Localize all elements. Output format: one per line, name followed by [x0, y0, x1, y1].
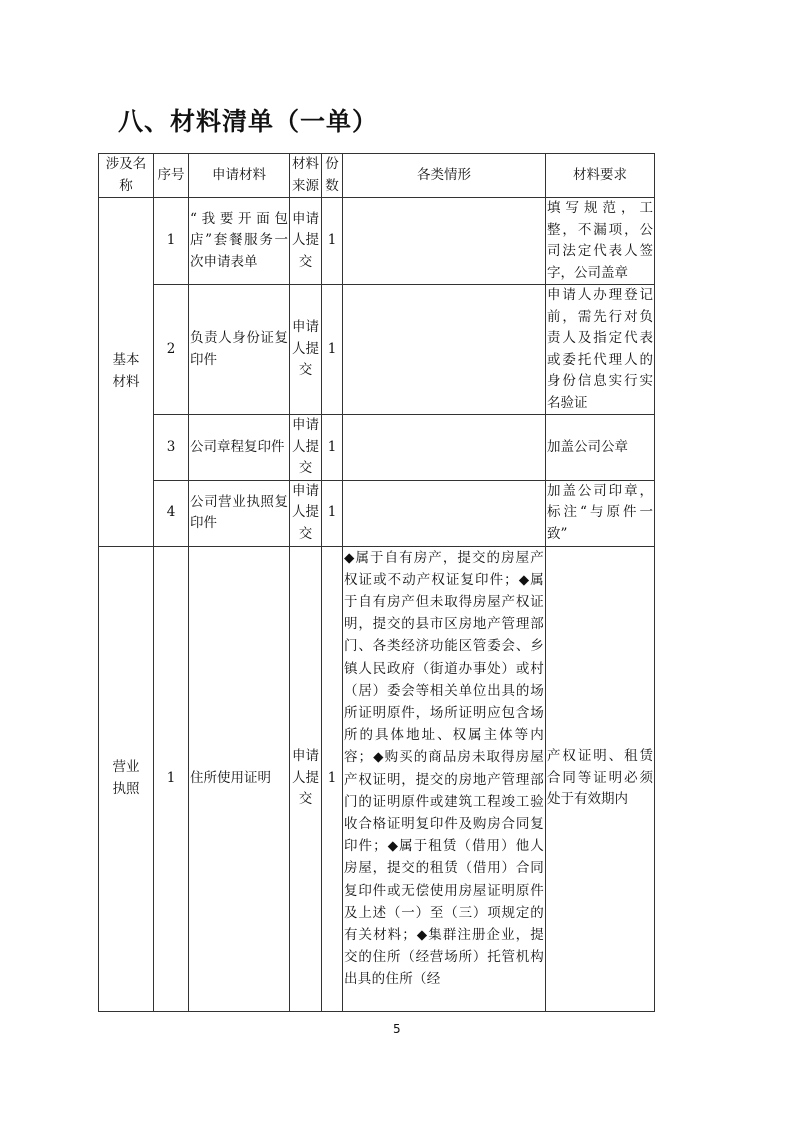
situation — [343, 198, 546, 285]
header-cell: 申请材料 — [189, 154, 290, 198]
situation — [343, 480, 546, 546]
requirement: 填写规范，工整，不漏项，公司法定代表人签字，公司盖章 — [546, 198, 655, 285]
row-number: 2 — [154, 285, 189, 415]
table-row — [99, 480, 655, 546]
group-name: 营业执照 — [99, 546, 154, 1011]
material-source: 申请人提交 — [290, 198, 322, 285]
requirement: 产权证明、租赁合同等证明必须处于有效期内 — [546, 546, 655, 1011]
header-cell: 各类情形 — [343, 154, 546, 198]
material-name: “我要开面包店”套餐服务一次申请表单 — [189, 198, 290, 285]
group-name: 基本材料 — [99, 198, 154, 547]
material-name: 公司营业执照复印件 — [189, 480, 290, 546]
row-number: 4 — [154, 480, 189, 546]
material-name: 住所使用证明 — [189, 546, 290, 1011]
table-header-row — [99, 154, 655, 198]
copies: 1 — [322, 198, 343, 285]
copies: 1 — [322, 546, 343, 1011]
material-source: 申请人提交 — [290, 546, 322, 1011]
header-cell: 涉及名称 — [99, 154, 154, 198]
requirement: 加盖公司公章 — [546, 415, 655, 481]
copies: 1 — [322, 480, 343, 546]
header-cell: 材料来源 — [290, 154, 322, 198]
header-cell: 份数 — [322, 154, 343, 198]
header-cell: 材料要求 — [546, 154, 655, 198]
copies: 1 — [322, 285, 343, 415]
header-cell: 序号 — [154, 154, 189, 198]
table-row — [99, 198, 655, 285]
situation — [343, 285, 546, 415]
row-number: 3 — [154, 415, 189, 481]
section-title: 八、材料清单（一单） — [118, 107, 379, 136]
requirement: 申请人办理登记前，需先行对负责人及指定代表或委托代理人的身份信息实行实名验证 — [546, 285, 655, 415]
material-source: 申请人提交 — [290, 480, 322, 546]
row-number: 1 — [154, 198, 189, 285]
material-source: 申请人提交 — [290, 285, 322, 415]
situation: ◆属于自有房产，提交的房屋产权证或不动产权证复印件；◆属于自有房产但未取得房屋产权证明，提交的县市区房地产管理部门、各类经济功能区管委会、乡镇人民政府（街道办事处）或村（居）委会等相关单位出具的场所证明原件，场所证明应包含场所的具体地址、权属主体等内容；◆购买的商品房未取得房屋产权证明，提交的房地产管理部门的证明原件或建筑工程竣工验收合格证明复印件及购房合同复印件；◆属于租赁（借用）他人房屋，提交的租赁（借用）合同复印件或无偿使用房屋证明原件及上述（一）至（三）项规定的有关材料；◆集群注册企业，提交的住所（经营场所）托管机构出具的住所（经 — [343, 546, 546, 1011]
material-source: 申请人提交 — [290, 415, 322, 481]
material-name: 公司章程复印件 — [189, 415, 290, 481]
copies: 1 — [322, 415, 343, 481]
table-row — [99, 285, 655, 415]
row-number: 1 — [154, 546, 189, 1011]
requirement: 加盖公司印章，标注“与原件一致” — [546, 480, 655, 546]
situation — [343, 415, 546, 481]
table-row — [99, 546, 655, 1011]
material-name: 负责人身份证复印件 — [189, 285, 290, 415]
materials-table — [98, 153, 655, 1012]
table-row — [99, 415, 655, 481]
page-number: 5 — [393, 1022, 401, 1036]
